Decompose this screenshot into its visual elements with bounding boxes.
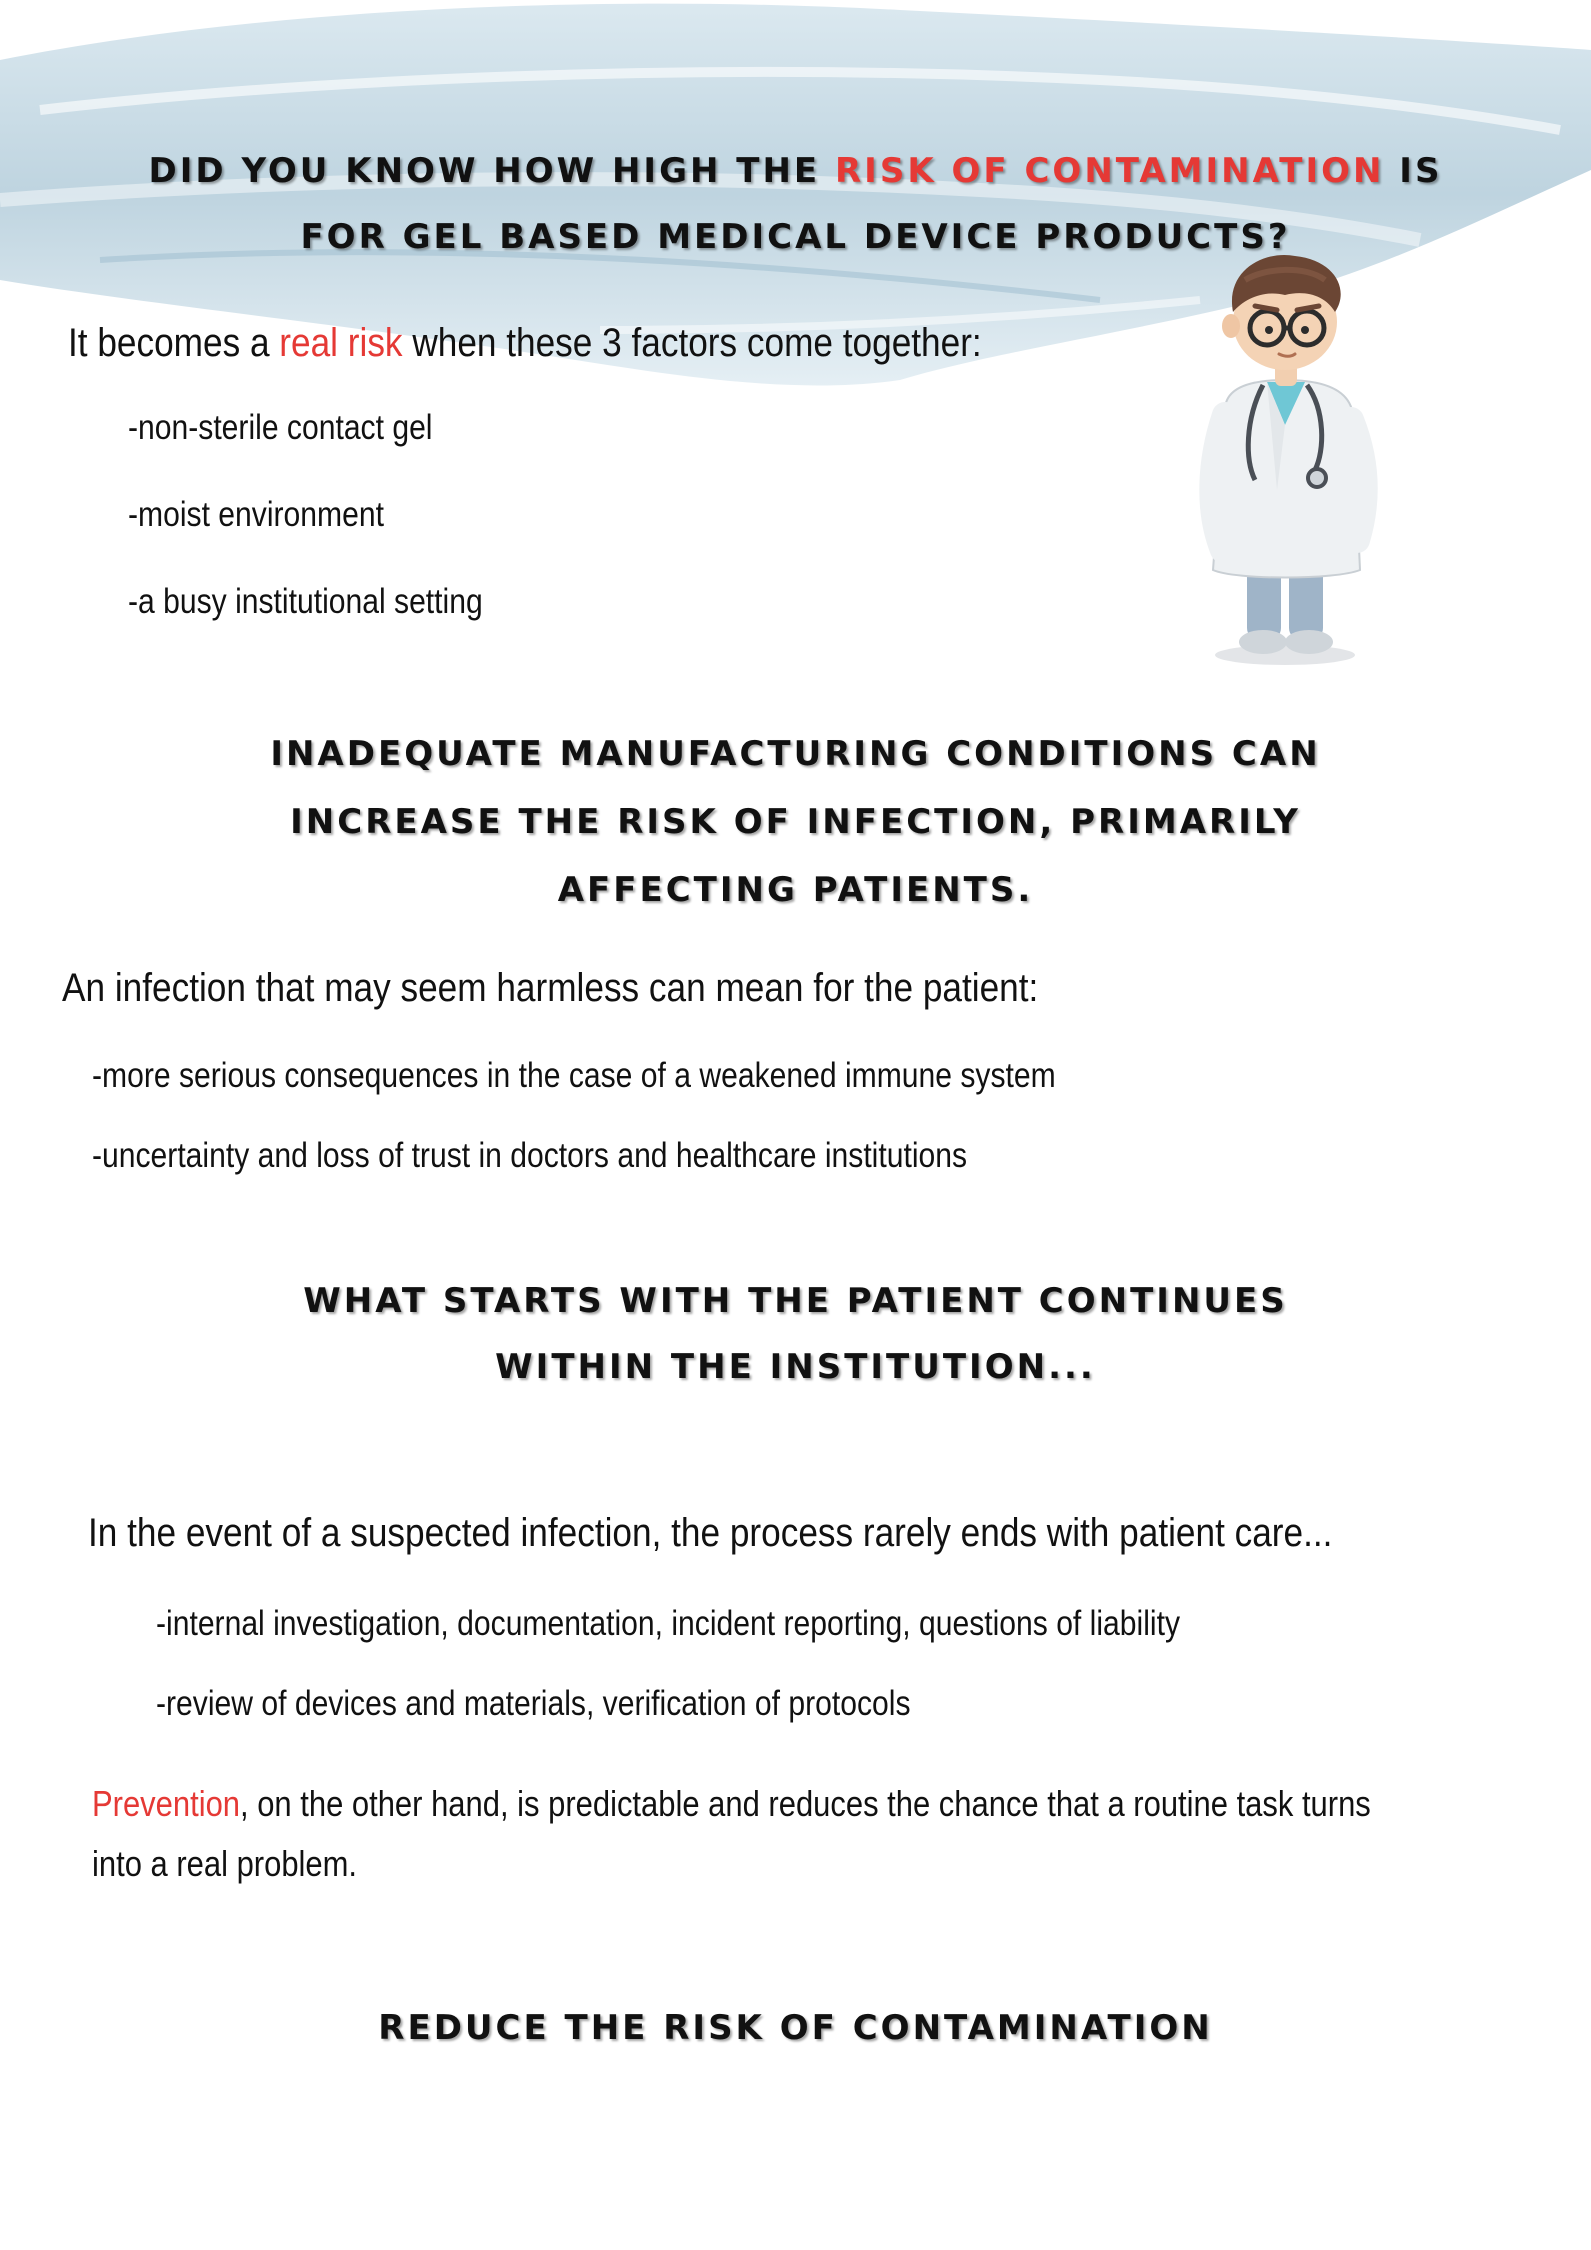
factor-item: -a busy institutional setting (128, 582, 483, 621)
prevention-text: , on the other hand, is predictable and reduces the chance that a routine task turns into a real problem. (92, 1783, 1371, 1884)
institution-item: -internal investigation, documentation, incident reporting, questions of liability (156, 1604, 1180, 1643)
patient-item: -more serious consequences in the case of a weakened immune system (92, 1056, 1056, 1095)
factors-lead-part2: when these 3 factors come together: (402, 321, 982, 365)
prevention-highlight: Prevention (92, 1783, 241, 1824)
factor-item: -moist environment (128, 495, 384, 534)
factors-lead-part1: It becomes a (68, 321, 280, 365)
main-heading (0, 138, 1591, 270)
prevention-paragraph (92, 1774, 1425, 1894)
heading-highlight: RISK OF CONTAMINATION (835, 151, 1385, 191)
patient-item: -uncertainty and loss of trust in doctors and healthcare institutions (92, 1136, 968, 1175)
patient-lead: An infection that may seem harmless can mean for the patient: (62, 966, 1039, 1010)
heading-text-part2: IS FOR GEL BASED MEDICAL DEVICE PRODUCTS? (300, 151, 1443, 257)
factors-lead-highlight: real risk (279, 321, 403, 365)
footer-heading: REDUCE THE RISK OF CONTAMINATION (378, 2008, 1213, 2048)
heading-text-part1: DID YOU KNOW HOW HIGH THE (148, 151, 835, 191)
factor-item: -non-sterile contact gel (128, 408, 433, 447)
institution-item: -review of devices and materials, verification of protocols (156, 1684, 911, 1723)
institution-heading: WHAT STARTS WITH THE PATIENT CONTINUES WITHIN THE INSTITUTION... (303, 1281, 1288, 1387)
manufacturing-heading: INADEQUATE MANUFACTURING CONDITIONS CAN INCREASE THE RISK OF INFECTION, PRIMARILY AFFECTING PATIENTS. (270, 734, 1321, 910)
institution-lead: In the event of a suspected infection, the process rarely ends with patient care... (88, 1511, 1333, 1555)
factors-lead (68, 318, 982, 368)
